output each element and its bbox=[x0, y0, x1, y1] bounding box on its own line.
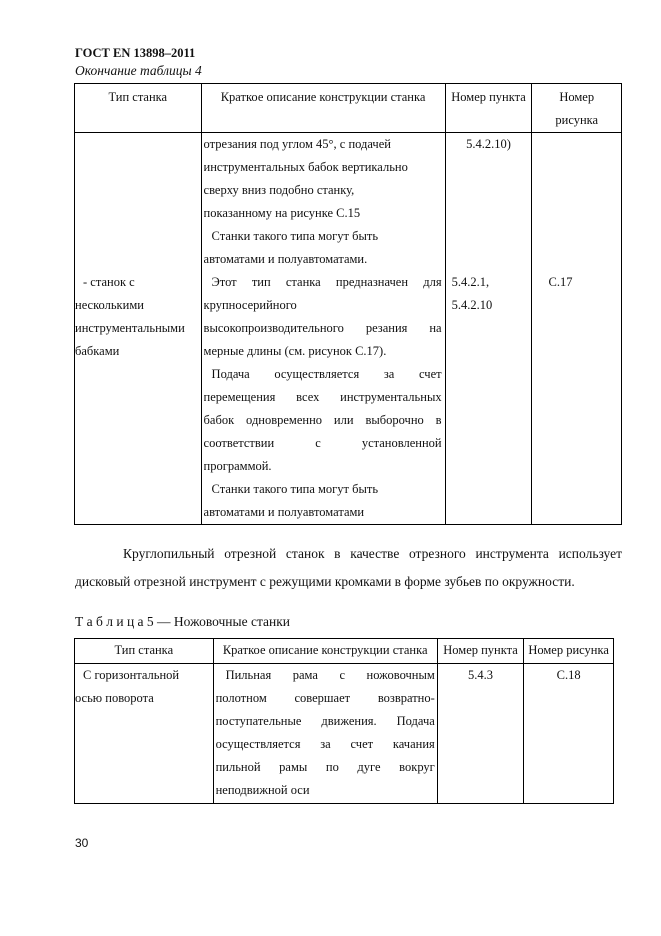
t5-desc-line: неподвижной оси bbox=[215, 783, 310, 797]
table-4 bbox=[74, 83, 622, 525]
t4-desc-line: Станки такого типа могут быть bbox=[211, 482, 379, 496]
t4-cell-figure bbox=[532, 133, 622, 525]
t4-clause-first: 5.4.2.10) bbox=[466, 137, 511, 151]
table-4-header-row bbox=[75, 84, 622, 133]
t4-desc-line: бабок одновременно или выборочно в bbox=[203, 413, 442, 427]
table-5-caption: Т а б л и ц а 5 — Ножовочные станки bbox=[75, 614, 291, 629]
t4-desc-line: перемещения всех инструментальных bbox=[203, 390, 442, 404]
paragraph-line-2: дисковый отрезной инструмент с режущими кромками в форме зубьев по окружности. bbox=[75, 574, 575, 589]
t5-desc-line: полотном совершает возвратно- bbox=[215, 691, 435, 705]
t4-type-line: - станок с bbox=[83, 275, 135, 289]
t5-desc-line: поступательные движения. Подача bbox=[215, 714, 435, 728]
t4-type-line: несколькими bbox=[75, 298, 144, 312]
t5-header-figure: Номер рисунка bbox=[524, 639, 614, 664]
standard-code: ГОСТ EN 13898–2011 bbox=[75, 46, 196, 60]
t5-header-clause: Номер пункта bbox=[437, 639, 524, 664]
paragraph bbox=[75, 540, 622, 596]
table-5-header-row bbox=[75, 639, 614, 664]
t5-desc-line: пильной рамы по дуге вокруг bbox=[215, 760, 435, 774]
t4-desc-line: высокопроизводительного резания на bbox=[203, 321, 442, 335]
table-5 bbox=[74, 638, 614, 804]
t4-header-figure-text: Номер рисунка bbox=[555, 90, 599, 127]
paragraph-line-1: Круглопильный отрезной станок в качестве отрезного инструмента использует bbox=[123, 546, 622, 561]
t4-desc-line: мерные длины (см. рисунок С.17). bbox=[203, 344, 387, 358]
t4-desc-line: отрезания под углом 45°, с подачей bbox=[203, 137, 391, 151]
table-4-row bbox=[75, 133, 622, 525]
t4-desc-line: автоматами и полуавтоматами. bbox=[203, 252, 368, 266]
t5-cell-type bbox=[75, 664, 214, 804]
t4-cell-description bbox=[201, 133, 445, 525]
t4-clause-second-b: 5.4.2.10 bbox=[451, 298, 493, 312]
t4-header-clause: Номер пункта bbox=[445, 84, 532, 133]
t5-header-description: Краткое описание конструкции станка bbox=[213, 639, 437, 664]
t4-desc-line: показанному на рисунке С.15 bbox=[203, 206, 361, 220]
t5-type-line: С горизонтальной bbox=[83, 668, 180, 682]
t4-figure-value: С.17 bbox=[548, 275, 573, 289]
t4-clause-second-a: 5.4.2.1, bbox=[451, 275, 490, 289]
t4-desc-line: инструментальных бабок вертикально bbox=[203, 160, 408, 174]
page-number: 30 bbox=[75, 836, 89, 850]
t4-desc-line: Подача осуществляется за счет bbox=[211, 367, 442, 381]
t4-desc-line: сверху вниз подобно станку, bbox=[203, 183, 355, 197]
table-continuation-label: Окончание таблицы 4 bbox=[75, 63, 202, 78]
t4-desc-line: Этот тип станка предназначен для bbox=[211, 275, 442, 289]
t5-cell-figure bbox=[524, 664, 614, 804]
t5-type-line: осью поворота bbox=[75, 691, 154, 705]
t4-desc-line: крупносерийного bbox=[203, 298, 297, 312]
t4-type-line: бабками bbox=[75, 344, 120, 358]
t4-header-description: Краткое описание конструкции станка bbox=[201, 84, 445, 133]
t4-header-type: Тип станка bbox=[75, 84, 202, 133]
t4-cell-clause bbox=[445, 133, 532, 525]
table-5-row bbox=[75, 664, 614, 804]
t4-desc-line: соответствии с установленной bbox=[203, 436, 442, 450]
t5-desc-line: осуществляется за счет качания bbox=[215, 737, 435, 751]
t4-desc-line: Станки такого типа могут быть bbox=[211, 229, 379, 243]
t5-clause-value: 5.4.3 bbox=[468, 668, 494, 682]
t4-desc-line: программой. bbox=[203, 459, 272, 473]
t5-cell-clause bbox=[437, 664, 524, 804]
t4-desc-line: автоматами и полуавтоматами bbox=[203, 505, 365, 519]
t4-cell-type bbox=[75, 133, 202, 525]
t4-type-line: инструментальными bbox=[75, 321, 185, 335]
t5-header-type: Тип станка bbox=[75, 639, 214, 664]
t5-figure-value: С.18 bbox=[556, 668, 581, 682]
t5-cell-description bbox=[213, 664, 437, 804]
t5-desc-line: Пильная рама с ножовочным bbox=[225, 668, 435, 682]
t4-header-figure bbox=[532, 84, 622, 133]
